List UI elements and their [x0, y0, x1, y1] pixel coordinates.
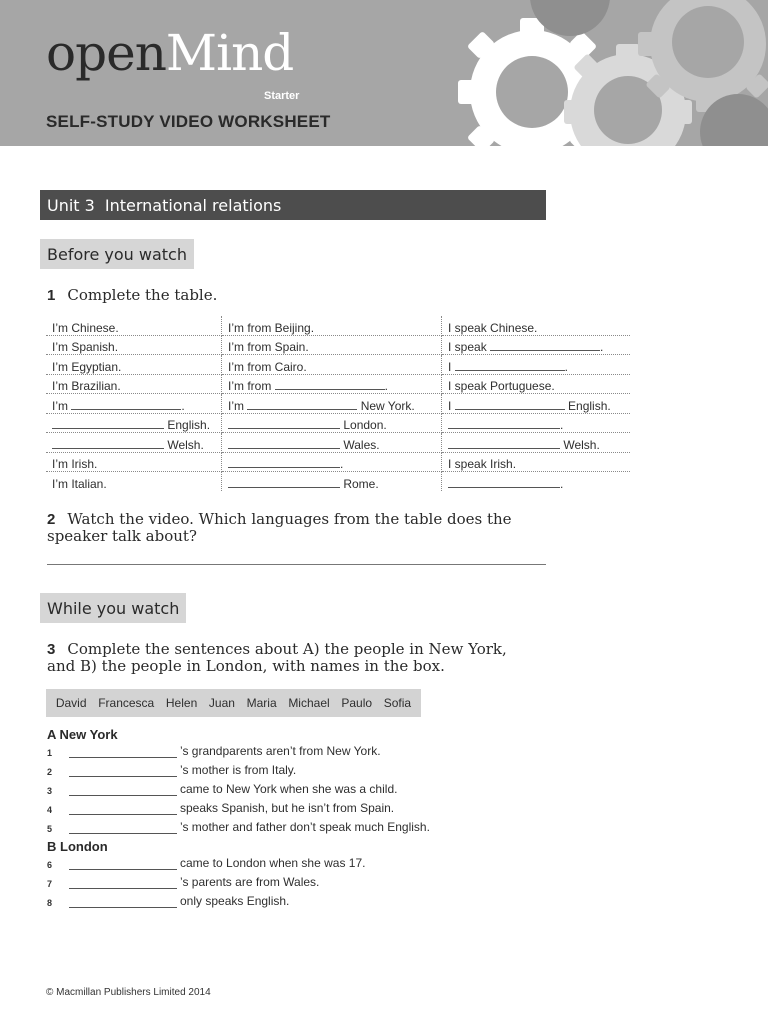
- section-before-you-watch: Before you watch: [40, 239, 194, 269]
- cell-text: I’m from Cairo.: [228, 359, 307, 374]
- worksheet-title: SELF-STUDY VIDEO WORKSHEET: [46, 112, 331, 131]
- cell-text: New York.: [360, 398, 415, 413]
- sentence-text: ’s grandparents aren’t from New York.: [180, 744, 381, 758]
- table-cell: [222, 316, 442, 335]
- cell-text: I speak Chinese.: [448, 320, 538, 335]
- name-option: Michael: [288, 696, 330, 710]
- answer-blank[interactable]: [69, 823, 177, 834]
- table-cell[interactable]: [442, 394, 631, 414]
- question-3: 3 Complete the sentences about A) the people in New York, and B) the people in London, with names in the box.: [47, 640, 507, 675]
- answer-blank[interactable]: [52, 438, 164, 449]
- cell-text: Wales.: [343, 437, 380, 452]
- cell-text: I’m Chinese.: [52, 320, 119, 335]
- cell-text: .: [560, 476, 564, 491]
- cell-text: I’m Spanish.: [52, 340, 119, 354]
- question-2: 2 Watch the video. Which languages from the table does the speaker talk about?: [47, 510, 512, 545]
- cell-text: .: [340, 457, 344, 471]
- cell-text: Welsh.: [167, 437, 204, 452]
- sentence-text: ’s mother and father don’t speak much English.: [180, 820, 430, 834]
- table-row: [46, 472, 630, 491]
- cell-text: .: [384, 379, 389, 393]
- answer-blank[interactable]: [448, 418, 560, 429]
- cell-text: I’m: [228, 398, 248, 413]
- part-a-heading: A New York: [47, 727, 118, 742]
- sentence-text: speaks Spanish, but he isn’t from Spain.: [180, 801, 395, 815]
- table-row: [46, 335, 630, 355]
- sentence-item: [47, 873, 319, 889]
- answer-blank[interactable]: [228, 457, 340, 468]
- cell-text: I’m from Spain.: [228, 340, 309, 354]
- answer-line[interactable]: [47, 564, 546, 565]
- sentence-item: [47, 742, 381, 758]
- table-cell[interactable]: [46, 433, 222, 453]
- answer-blank[interactable]: [69, 785, 177, 796]
- gear-grey: [638, 0, 768, 112]
- sentence-text: came to London when she was 17.: [180, 856, 366, 870]
- table-cell: [442, 452, 631, 472]
- cell-text: I: [448, 398, 455, 413]
- answer-blank[interactable]: [52, 418, 164, 429]
- sentence-text: came to New York when she was a child.: [180, 782, 398, 796]
- answer-blank[interactable]: [71, 399, 181, 410]
- name-option: Francesca: [98, 696, 155, 710]
- table-cell[interactable]: [222, 394, 442, 414]
- openmind-logo: openMind: [46, 24, 294, 82]
- answer-blank[interactable]: [69, 897, 177, 908]
- cell-text: I speak Irish.: [448, 457, 517, 471]
- cell-text: I: [448, 359, 455, 374]
- name-option: David: [55, 696, 87, 710]
- sentence-number: 5: [47, 824, 53, 834]
- sentence-item: [47, 818, 430, 834]
- sentence-number: 1: [47, 748, 53, 758]
- sentence-text: ’s mother is from Italy.: [180, 763, 297, 777]
- sentence-item: [47, 761, 296, 777]
- table-cell: [222, 355, 442, 375]
- copyright: © Macmillan Publishers Limited 2014: [46, 987, 211, 998]
- name-option: Juan: [208, 696, 235, 710]
- table-cell[interactable]: [442, 472, 631, 491]
- unit-title: International relations: [104, 195, 282, 215]
- table-cell[interactable]: [442, 433, 631, 453]
- cell-text: I’m Egyptian.: [52, 359, 122, 374]
- answer-blank[interactable]: [228, 477, 340, 488]
- table-cell: [46, 355, 222, 375]
- name-option: Maria: [246, 696, 277, 710]
- cell-text: I’m from: [228, 379, 275, 393]
- answer-blank[interactable]: [455, 399, 565, 410]
- section-while-you-watch: While you watch: [40, 593, 186, 623]
- answer-blank[interactable]: [69, 766, 177, 777]
- sentence-item: [47, 854, 365, 870]
- table-row: [46, 452, 630, 472]
- sentence-item: [47, 780, 397, 796]
- name-option: Sofia: [383, 696, 412, 710]
- table-row: [46, 316, 630, 335]
- cell-text: I’m Irish.: [52, 457, 98, 471]
- table-cell[interactable]: [222, 433, 442, 453]
- unit-heading: [40, 190, 546, 220]
- answer-blank[interactable]: [69, 747, 177, 758]
- sentence-text: ’s parents are from Wales.: [180, 875, 320, 889]
- table-row: [46, 433, 630, 453]
- table-cell[interactable]: [46, 413, 222, 433]
- cell-text: Rome.: [343, 476, 379, 491]
- sentence-item: [47, 892, 289, 908]
- table-cell: [46, 374, 222, 394]
- table-cell[interactable]: [46, 394, 222, 414]
- cell-text: English.: [568, 398, 611, 413]
- answer-blank[interactable]: [69, 804, 177, 815]
- table-cell: [442, 374, 631, 394]
- unit-number: Unit 3: [47, 195, 95, 215]
- name-option: Helen: [165, 696, 198, 710]
- sentence-number: 7: [47, 879, 53, 889]
- header-banner: [0, 0, 768, 146]
- level-label: Starter: [264, 90, 300, 102]
- cell-text: London.: [343, 418, 387, 432]
- table-row: [46, 355, 630, 375]
- table-cell[interactable]: [442, 413, 631, 433]
- sentence-item: [47, 799, 394, 815]
- table-cell[interactable]: [222, 472, 442, 491]
- cell-text: I’m Italian.: [52, 476, 107, 491]
- table-cell[interactable]: [442, 335, 631, 355]
- cell-text: .: [560, 418, 564, 432]
- answer-blank[interactable]: [490, 340, 600, 351]
- sentence-number: 4: [47, 805, 53, 815]
- cell-text: I’m from Beijing.: [228, 320, 315, 335]
- answer-blank[interactable]: [247, 399, 357, 410]
- question-1: 1 Complete the table.: [47, 286, 218, 304]
- part-b-heading: B London: [47, 839, 108, 854]
- table-cell[interactable]: [222, 452, 442, 472]
- answer-blank[interactable]: [69, 859, 177, 870]
- cell-text: I speak Portuguese.: [448, 379, 555, 393]
- table-cell[interactable]: [222, 413, 442, 433]
- cell-text: .: [181, 398, 185, 413]
- table-cell: [222, 335, 442, 355]
- cell-text: .: [600, 340, 604, 354]
- sentence-text: only speaks English.: [180, 894, 290, 908]
- table-cell: [46, 472, 222, 491]
- table-cell: [46, 452, 222, 472]
- cell-text: .: [564, 359, 569, 374]
- sentence-number: 2: [47, 767, 53, 777]
- answer-blank[interactable]: [228, 418, 340, 429]
- cell-text: English.: [167, 418, 211, 432]
- answer-blank[interactable]: [448, 477, 560, 488]
- table-cell[interactable]: [442, 355, 631, 375]
- answer-blank[interactable]: [275, 379, 385, 390]
- table-cell[interactable]: [222, 374, 442, 394]
- table-cell: [442, 316, 631, 335]
- table-row: [46, 413, 630, 433]
- cell-text: I’m: [52, 398, 72, 413]
- names-box: [46, 689, 421, 717]
- table-row: [46, 394, 630, 414]
- answer-blank[interactable]: [228, 438, 340, 449]
- cell-text: Welsh.: [563, 437, 600, 452]
- answer-blank[interactable]: [448, 438, 560, 449]
- table-row: [46, 374, 630, 394]
- sentence-number: 3: [47, 786, 53, 796]
- table-cell: [46, 335, 222, 355]
- nationality-table: [46, 316, 630, 491]
- name-option: Paulo: [341, 696, 373, 710]
- sentence-number: 8: [47, 898, 53, 908]
- answer-blank[interactable]: [455, 360, 565, 371]
- table-cell: [46, 316, 222, 335]
- cell-text: I speak: [448, 340, 491, 354]
- cell-text: I’m Brazilian.: [52, 379, 121, 393]
- sentence-number: 6: [47, 860, 53, 870]
- answer-blank[interactable]: [69, 878, 177, 889]
